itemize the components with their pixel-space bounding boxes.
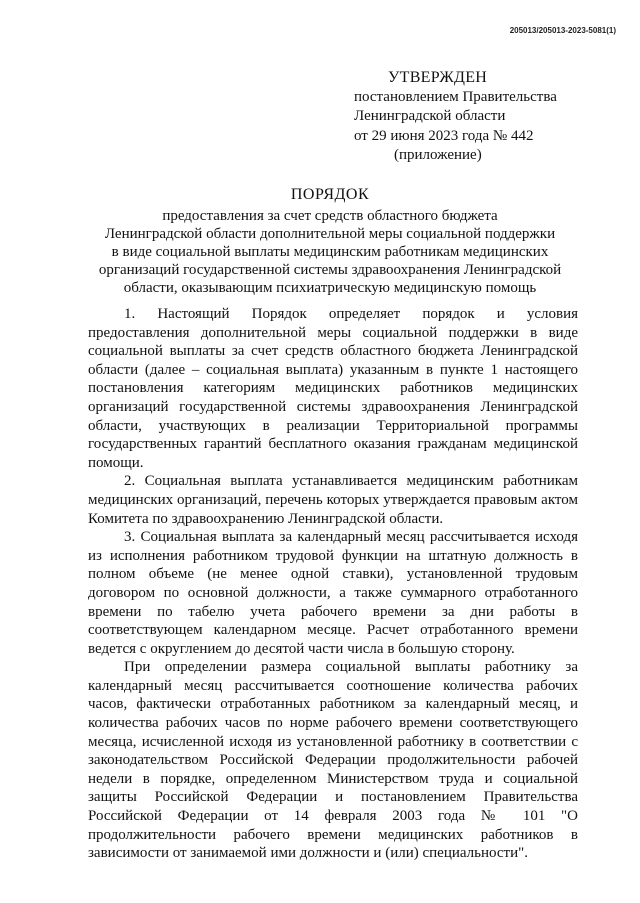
paragraph-3: 3. Социальная выплата за календарный месяц рассчитывается исходя из исполнения работником трудовой функции на штатную должность в полном объеме (не менее одной ставки), установленной трудовым договором по основной должности, а также суммарного отработанного времени по табелю учета рабочего времени за дни работы в соответствующем календарном месяце. Расчет отработанного времени ведется с округлением до десятой части числа в большую сторону. [88, 529, 578, 657]
title-subline: области, оказывающим психиатрическую медицинскую помощь [123, 280, 537, 296]
title-subline: предоставления за счет средств областного бюджета [162, 208, 498, 224]
document-code: 205013/205013-2023-5081(1) [509, 26, 616, 35]
title-block [80, 186, 580, 297]
approved-heading: УТВЕРЖДЕН [388, 69, 488, 86]
document-title: ПОРЯДОК [290, 186, 370, 203]
paragraph-1: 1. Настоящий Порядок определяет порядок и условия предоставления дополнительной меры социальной поддержки в виде социальной выплаты за счет средств областного бюджета Ленинградской области (далее – социальная выплата) указанным в пункте 1 настоящего постановления категориям медицинских работников медицинских организаций государственной системы здравоохранения Ленинградской области, участвующих в реализации Территориальной программы государственных гарантий бесплатного оказания гражданам медицинской помощи. [88, 306, 578, 471]
paragraph-2: 2. Социальная выплата устанавливается медицинским работникам медицинских организаций, перечень которых утверждается правовым актом Комитета по здравоохранению Ленинградской области. [88, 473, 578, 527]
title-subline: в виде социальной выплаты медицинским работникам медицинских [111, 244, 549, 260]
approval-line: Ленинградской области [354, 108, 506, 124]
appendix-note: (приложение) [394, 147, 482, 163]
document-body [88, 305, 578, 863]
approval-date-line: от 29 июня 2023 года № 442 [354, 127, 534, 144]
title-subline: Ленинградской области дополнительной меры социальной поддержки [104, 226, 556, 242]
approval-block [354, 68, 614, 166]
approval-line: постановлением Правительства [354, 88, 557, 105]
title-subline: организаций государственной системы здравоохранения Ленинградской [98, 262, 562, 278]
paragraph-4: При определении размера социальной выплаты работнику за календарный месяц рассчитывается соотношение количества рабочих часов, фактически отработанных работником за календарный месяц, и количества рабочих часов по норме рабочего времени соответствующего месяца, исчисленной исходя из установленной работнику в соответствии с законодательством Российской Федерации продолжительности рабочей недели в порядке, определенном Министерством труда и социальной защиты Российской Федерации и постановлением Правительства Российской Федерации от 14 февраля 2003 года № 101 "О продолжительности рабочего времени медицинских работников в зависимости от занимаемой ими должности и (или) специальности". [88, 659, 578, 862]
